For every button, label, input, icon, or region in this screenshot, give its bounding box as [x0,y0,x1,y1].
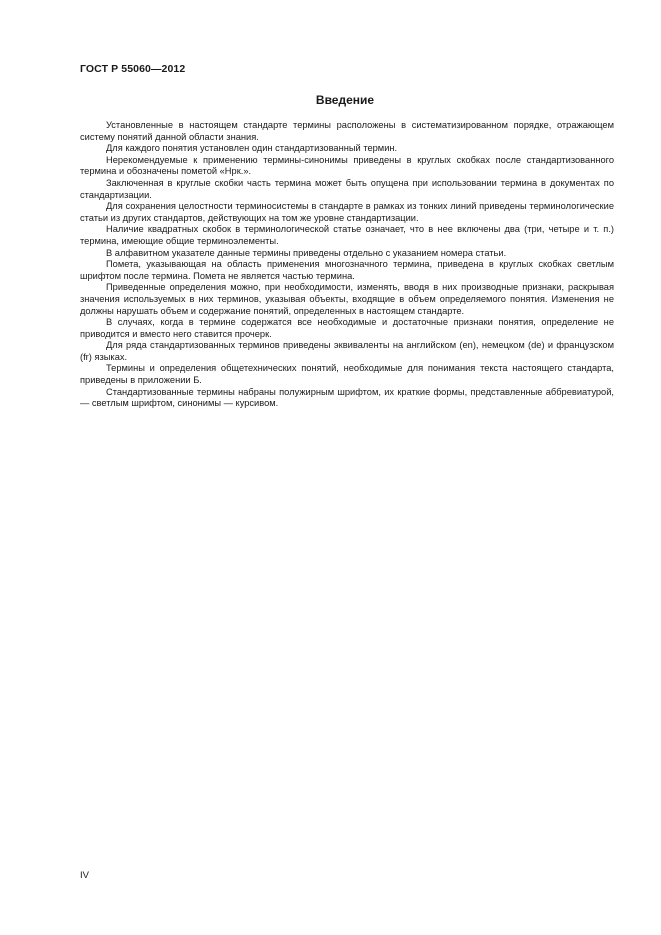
page-number: IV [80,870,89,881]
paragraph: Установленные в настоящем стандарте термины расположены в систематизированном порядке, отражающем систему понятий данной области знания. [80,120,614,142]
paragraph: Для ряда стандартизованных терминов приведены эквиваленты на английском (en), немецком (de) и французском (fr) языках. [80,340,614,362]
document-body [80,120,614,410]
paragraph: Стандартизованные термины набраны полужирным шрифтом, их краткие формы, представленные аббревиатурой, — светлым шрифтом, синонимы — курсивом. [80,386,614,409]
document-id: ГОСТ Р 55060—2012 [80,63,186,75]
section-title: Введение [315,93,375,107]
paragraph: Термины и определения общетехнических понятий, необходимые для понимания текста настоящего стандарта, приведены в приложении Б. [80,363,614,386]
paragraph: Приведенные определения можно, при необходимости, изменять, вводя в них производные признаки, раскрывая значения используемых в них терминов, указывая объекты, входящие в объем определяемого понятия. Изменения не должны нарушать объем и содержание понятий, определенных в настоящем стандарте. [80,282,614,316]
paragraph: Помета, указывающая на область применения многозначного термина, приведена в круглых скобках светлым шрифтом после термина. Помета не является частью термина. [80,259,614,281]
paragraph: Наличие квадратных скобок в терминологической статье означает, что в нее включены два (три, четыре и т. п.) термина, имеющие общие терминоэлементы. [80,224,614,246]
paragraph: Заключенная в круглые скобки часть термина может быть опущена при использовании термина в документах по стандартизации. [80,177,614,200]
paragraph: В алфавитном указателе данные термины приведены отдельно с указанием номера статьи. [106,247,507,258]
paragraph: Для сохранения целостности терминосистемы в стандарте в рамках из тонких линий приведены терминологические статьи из других стандартов, действующих на том же уровне стандартизации. [80,201,614,223]
paragraph: В случаях, когда в термине содержатся все необходимые и достаточные признаки понятия, определение не приводится и вместо него ставится прочерк. [80,317,614,339]
paragraph: Для каждого понятия установлен один стандартизованный термин. [106,143,398,154]
paragraph: Нерекомендуемые к применению термины-синонимы приведены в круглых скобках после стандартизованного термина и обозначены пометой «Нрк.». [80,154,614,177]
